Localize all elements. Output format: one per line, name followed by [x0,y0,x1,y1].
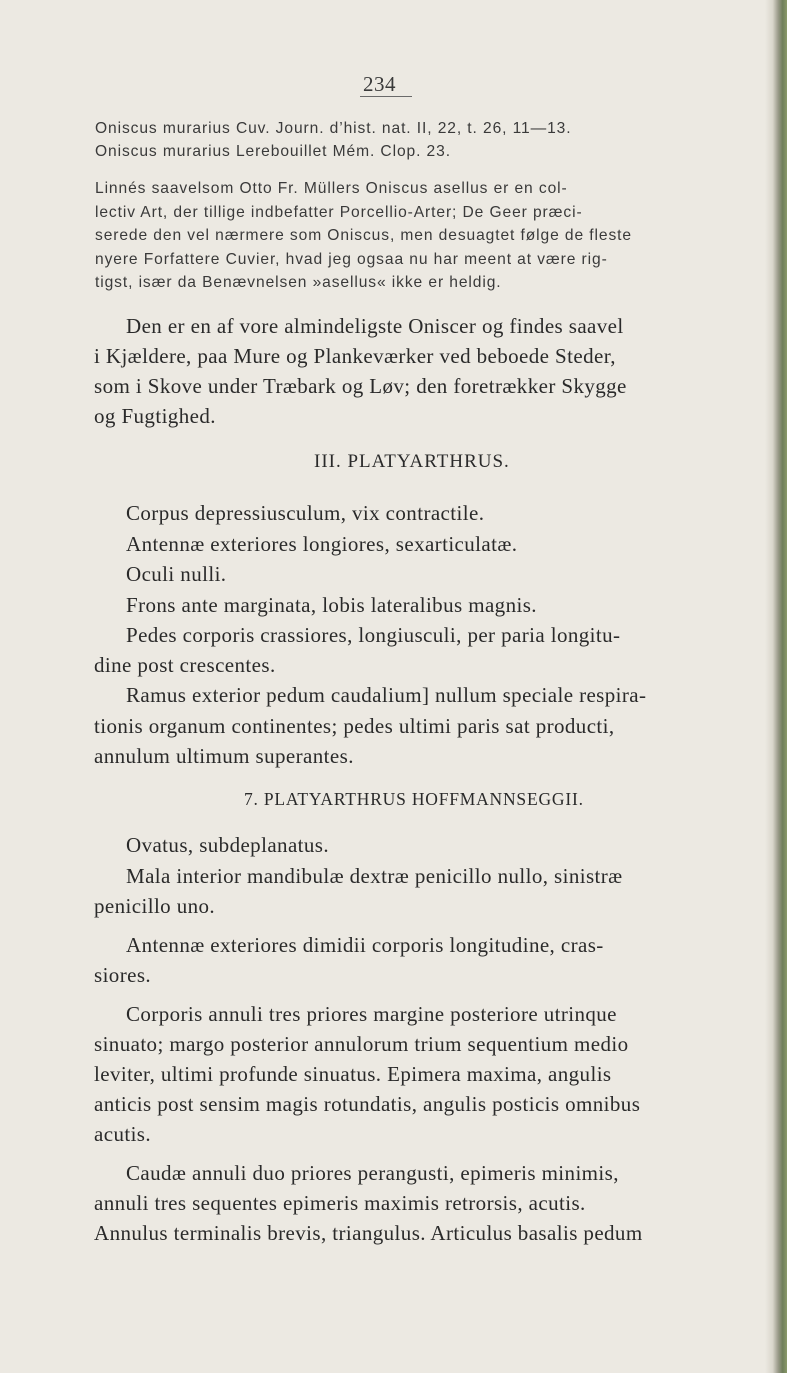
species-heading: 7. PLATYARTHRUS HOFFMANNSEGGII. [244,789,584,809]
genus-description-line: tionis organum continentes; pedes ultimi paris sat producti, [94,714,615,738]
genus-description-line: Pedes corporis crassiores, longiusculi, per paria longitu- [126,623,621,647]
genus-description-line: Frons ante marginata, lobis lateralibus magnis. [126,593,537,617]
species-description-line: Antennæ exteriores dimidii corporis longitudine, cras- [126,933,604,957]
species-description-line: siores. [94,963,152,987]
habitat-line: i Kjældere, paa Mure og Plankeværker ved beboede Steder, [94,344,616,368]
species-description-line: anticis post sensim magis rotundatis, angulis posticis omnibus [94,1092,641,1116]
genus-description-line: Ramus exterior pedum caudalium] nullum speciale respira- [126,683,647,707]
species-description-line: Caudæ annuli duo priores perangusti, epimeris minimis, [126,1161,619,1185]
genus-description-line: Oculi nulli. [126,562,227,586]
page-number: 234 [363,72,396,96]
species-description-line: Ovatus, subdeplanatus. [126,833,330,857]
species-description-line: acutis. [94,1122,152,1146]
genus-heading: III. PLATYARTHRUS. [314,451,510,472]
page-number-underline [360,96,412,97]
synonym-line: Oniscus murarius Lerebouillet Mém. Clop. 23. [95,143,451,160]
species-description-line: Corporis annuli tres priores margine posteriore utrinque [126,1002,617,1026]
species-description-line: annuli tres sequentes epimeris maximis retrorsis, acutis. [94,1191,586,1215]
note-line: nyere Forfattere Cuvier, hvad jeg ogsaa nu har meent at være rig- [95,251,608,268]
species-description-line: Mala interior mandibulæ dextræ penicillo nullo, sinistræ [126,864,623,888]
synonym-line: Oniscus murarius Cuv. Journ. d’hist. nat. II, 22, t. 26, 11—13. [95,120,572,137]
genus-description-line: dine post crescentes. [94,653,276,677]
habitat-line: som i Skove under Træbark og Løv; den foretrækker Skygge [94,374,627,398]
note-line: tigst, især da Benævnelsen »asellus« ikke er heldig. [95,274,502,291]
species-description-line: leviter, ultimi profunde sinuatus. Epimera maxima, angulis [94,1062,612,1086]
genus-description-line: Antennæ exteriores longiores, sexarticulatæ. [126,532,518,556]
species-description-line: sinuato; margo posterior annulorum trium sequentium medio [94,1032,629,1056]
genus-description-line: annulum ultimum superantes. [94,744,354,768]
note-line: Linnés saavelsom Otto Fr. Müllers Oniscus asellus er en col- [95,180,568,197]
page-edge-shadow [765,0,787,1373]
note-line: lectiv Art, der tillige indbefatter Porcellio-Arter; De Geer præci- [95,204,583,221]
species-description-line: penicillo uno. [94,894,216,918]
note-line: serede den vel nærmere som Oniscus, men desuagtet følge de fleste [95,227,632,244]
species-description-line: Annulus terminalis brevis, triangulus. Articulus basalis pedum [94,1221,643,1245]
habitat-line: Den er en af vore almindeligste Oniscer og findes saavel [126,314,624,338]
habitat-line: og Fugtighed. [94,404,216,428]
genus-description-line: Corpus depressiusculum, vix contractile. [126,501,485,525]
